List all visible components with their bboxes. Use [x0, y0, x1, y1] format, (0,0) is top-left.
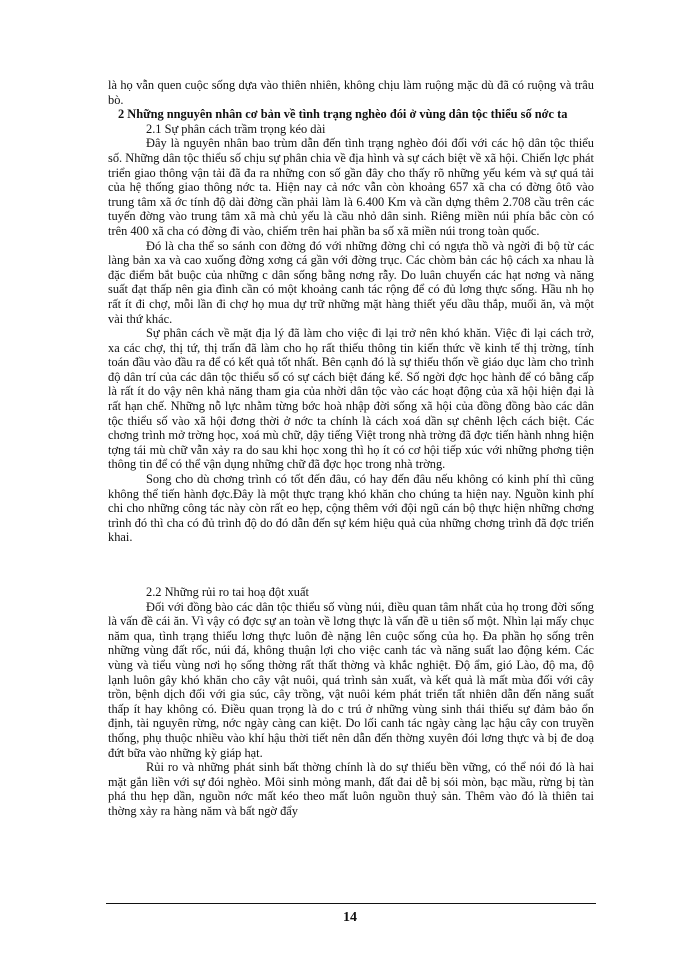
paragraph: Song cho dù chơng trình có tốt đến đâu, có hay đến đâu nếu không có kinh phí thì cũng không thể tiến hành đợc.Đây là một thực trạng khó khăn cho chúng ta hiện nay. Nguồn kinh phí chi cho những công tác này còn rất eo hẹp, cộng thêm với đội ngũ cán bộ thực hiện những chơng trình đó thì cha có đủ trình độ do đó dẫn đến sự kém hiệu quả của những chơng trình đã đợc triển khai.	[108, 472, 594, 545]
footer-divider	[106, 903, 596, 904]
paragraph: Đây là nguyên nhân bao trùm dẫn đến tình trạng nghèo đói đối với các hộ dân tộc thiểu số. Những dân tộc thiểu số chịu sự phân chia về địa hình và sự cách biệt về xã hội. Chiến lợc phát triển giao thông vận tải đã đa ra những con số gần đây cho thấy rõ những yếu kém và sự quá tải của hệ thống giao thông nớc ta. Hiện nay cả nớc vẫn còn khoảng 657 xã cha có đờng ôtô vào trung tâm xã ớc tính độ dài đờng cần phải làm là 6.400 Km và cần dựng thêm 2.708 cầu trên các tuyến đờng vào trung tâm xã mà chủ yếu là cầu nhỏ dân sinh. Riêng miền núi phía bắc còn có trên 400 xã cha có đờng đi vào, chiếm trên hai phần ba số xã miền núi trong toàn quốc.	[108, 136, 594, 238]
document-body	[108, 78, 594, 819]
paragraph: Sự phân cách về mặt địa lý đã làm cho việc đi lại trở nên khó khăn. Việc đi lại cách trở, xa các chợ, thị tứ, thị trấn đã làm cho họ rất thiếu thông tin kiến thức về kinh tế thị trờng, tính toán đầu vào đầu ra để có kết quả tốt nhất. Bên cạnh đó là sự thiếu thốn về giáo dục làm cho trình độ dân trí của các dân tộc thiểu số có sự cách biệt đáng kể. Số ngời đợc học hành để có bằng cấp là rất ít do vậy nên khả năng tham gia của nhời dân tộc vào các hoạt động của xã hội hiện đại là rất hạn chế. Những nỗ lực nhằm từng bớc hoà nhập đời sống xã hội của đồng đồng bào các dân tộc thiểu số vào xã hội đơng thời ở nớc ta chính là cách xoá dần sự chênh lệch cách biệt. Các chơng trình mở trờng học, xoá mù chữ, dậy tiếng Việt trong nhà trờng đã đợc tiến hành nhng hiện tợng tái mù chữ vẫn xảy ra do sau khi học xong thì họ ít có cơ hội tiếp xúc với những phơng tiện thông tin để có thể vận dụng những chữ đã đợc học trong nhà trờng.	[108, 326, 594, 472]
paragraph: Đối với đồng bào các dân tộc thiểu số vùng núi, điều quan tâm nhất của họ trong đời sống là vấn đề cái ăn. Vì vậy có đợc sự an toàn về lơng thực là vấn đề u tiên số một. Nhìn lại mấy chục năm qua, tình trạng thiếu lơng thực luôn đè nặng lên cuộc sống của họ. Đa phần họ sống trên những vùng đất rốc, núi đá, không thuận lợi cho việc canh tác và năng suất lao động kém. Các vùng và tiểu vùng nơi họ sống thờng rất thất thờng và khắc nghiệt. Độ ẩm, gió Lào, độ ma, độ lạnh luôn gây khó khăn cho cây vật nuôi, quá trình sản xuất, và kết quả là mất mùa đối với cây trồn, bệnh dịch đối với gia súc, cây trồng, vật nuôi kém phát triển tất nhiên dẫn đến năng suất thấp ít hay không có. Điều quan trọng là do c trú ở những vùng sinh thái thiếu sự đảm bảo ổn định, tài nguyên rừng, nớc ngày càng can kiệt. Do lối canh tác ngày càng lạc hậu cây con truyền thống, phụ thuộc nhiều vào khí hậu thời tiết nên dẫn đến thờng xuyên đói lơng thực và bị đe doạ đứt bữa vào những kỳ giáp hạt.	[108, 599, 594, 760]
section-heading: 2 Những nnguyên nhân cơ bản về tình trạng nghèo đói ở vùng dân tộc thiểu số nớc ta	[118, 107, 568, 122]
paragraph: Đó là cha thể so sánh con đờng đó với những đờng chỉ có ngựa thồ và ngời đi bộ từ các làng bản xa và cao xuống đờng xơng cá gần với đờng trục. Các chòm bản các hộ cách xa nhau là đặc điểm bắt buộc của những c dân sống bằng nơng rẫy. Do luân chuyển các hạt nơng và năng suất đạt thấp nên gia đình cần có một khoảng canh tác rộng để có đủ lơng thực sống. Hầu nh họ rất ít đi chợ, mỗi lần đi chợ họ mua dự trữ những mặt hàng thiết yếu dầu thắp, muối ăn, và một vài thứ khác.	[108, 238, 594, 326]
subsection-heading: 2.2 Những rủi ro tai hoạ đột xuất	[146, 585, 309, 599]
subsection-heading: 2.1 Sự phân cách trầm trọng kéo dài	[146, 121, 326, 136]
page-number: 14	[343, 910, 357, 925]
paragraph: là họ vẫn quen cuộc sống dựa vào thiên nhiên, không chịu làm ruộng mặc dù đã có ruộng và trâu bò.	[108, 78, 594, 107]
paragraph: Rủi ro và những phát sinh bất thờng chính là do sự thiếu bền vững, có thể nói đó là hai mặt gắn liền với sự đói nghèo. Môi sinh mỏng manh, đất đai dễ bị sói mòn, bạc mầu, rừng bị tàn phá thu hẹp dần, nguồn nớc mất kéo theo mất luôn nguồn thuỷ sản. Thêm vào đó là thiên tai thờng xảy ra hàng năm và bất ngờ đẩy	[108, 760, 594, 818]
